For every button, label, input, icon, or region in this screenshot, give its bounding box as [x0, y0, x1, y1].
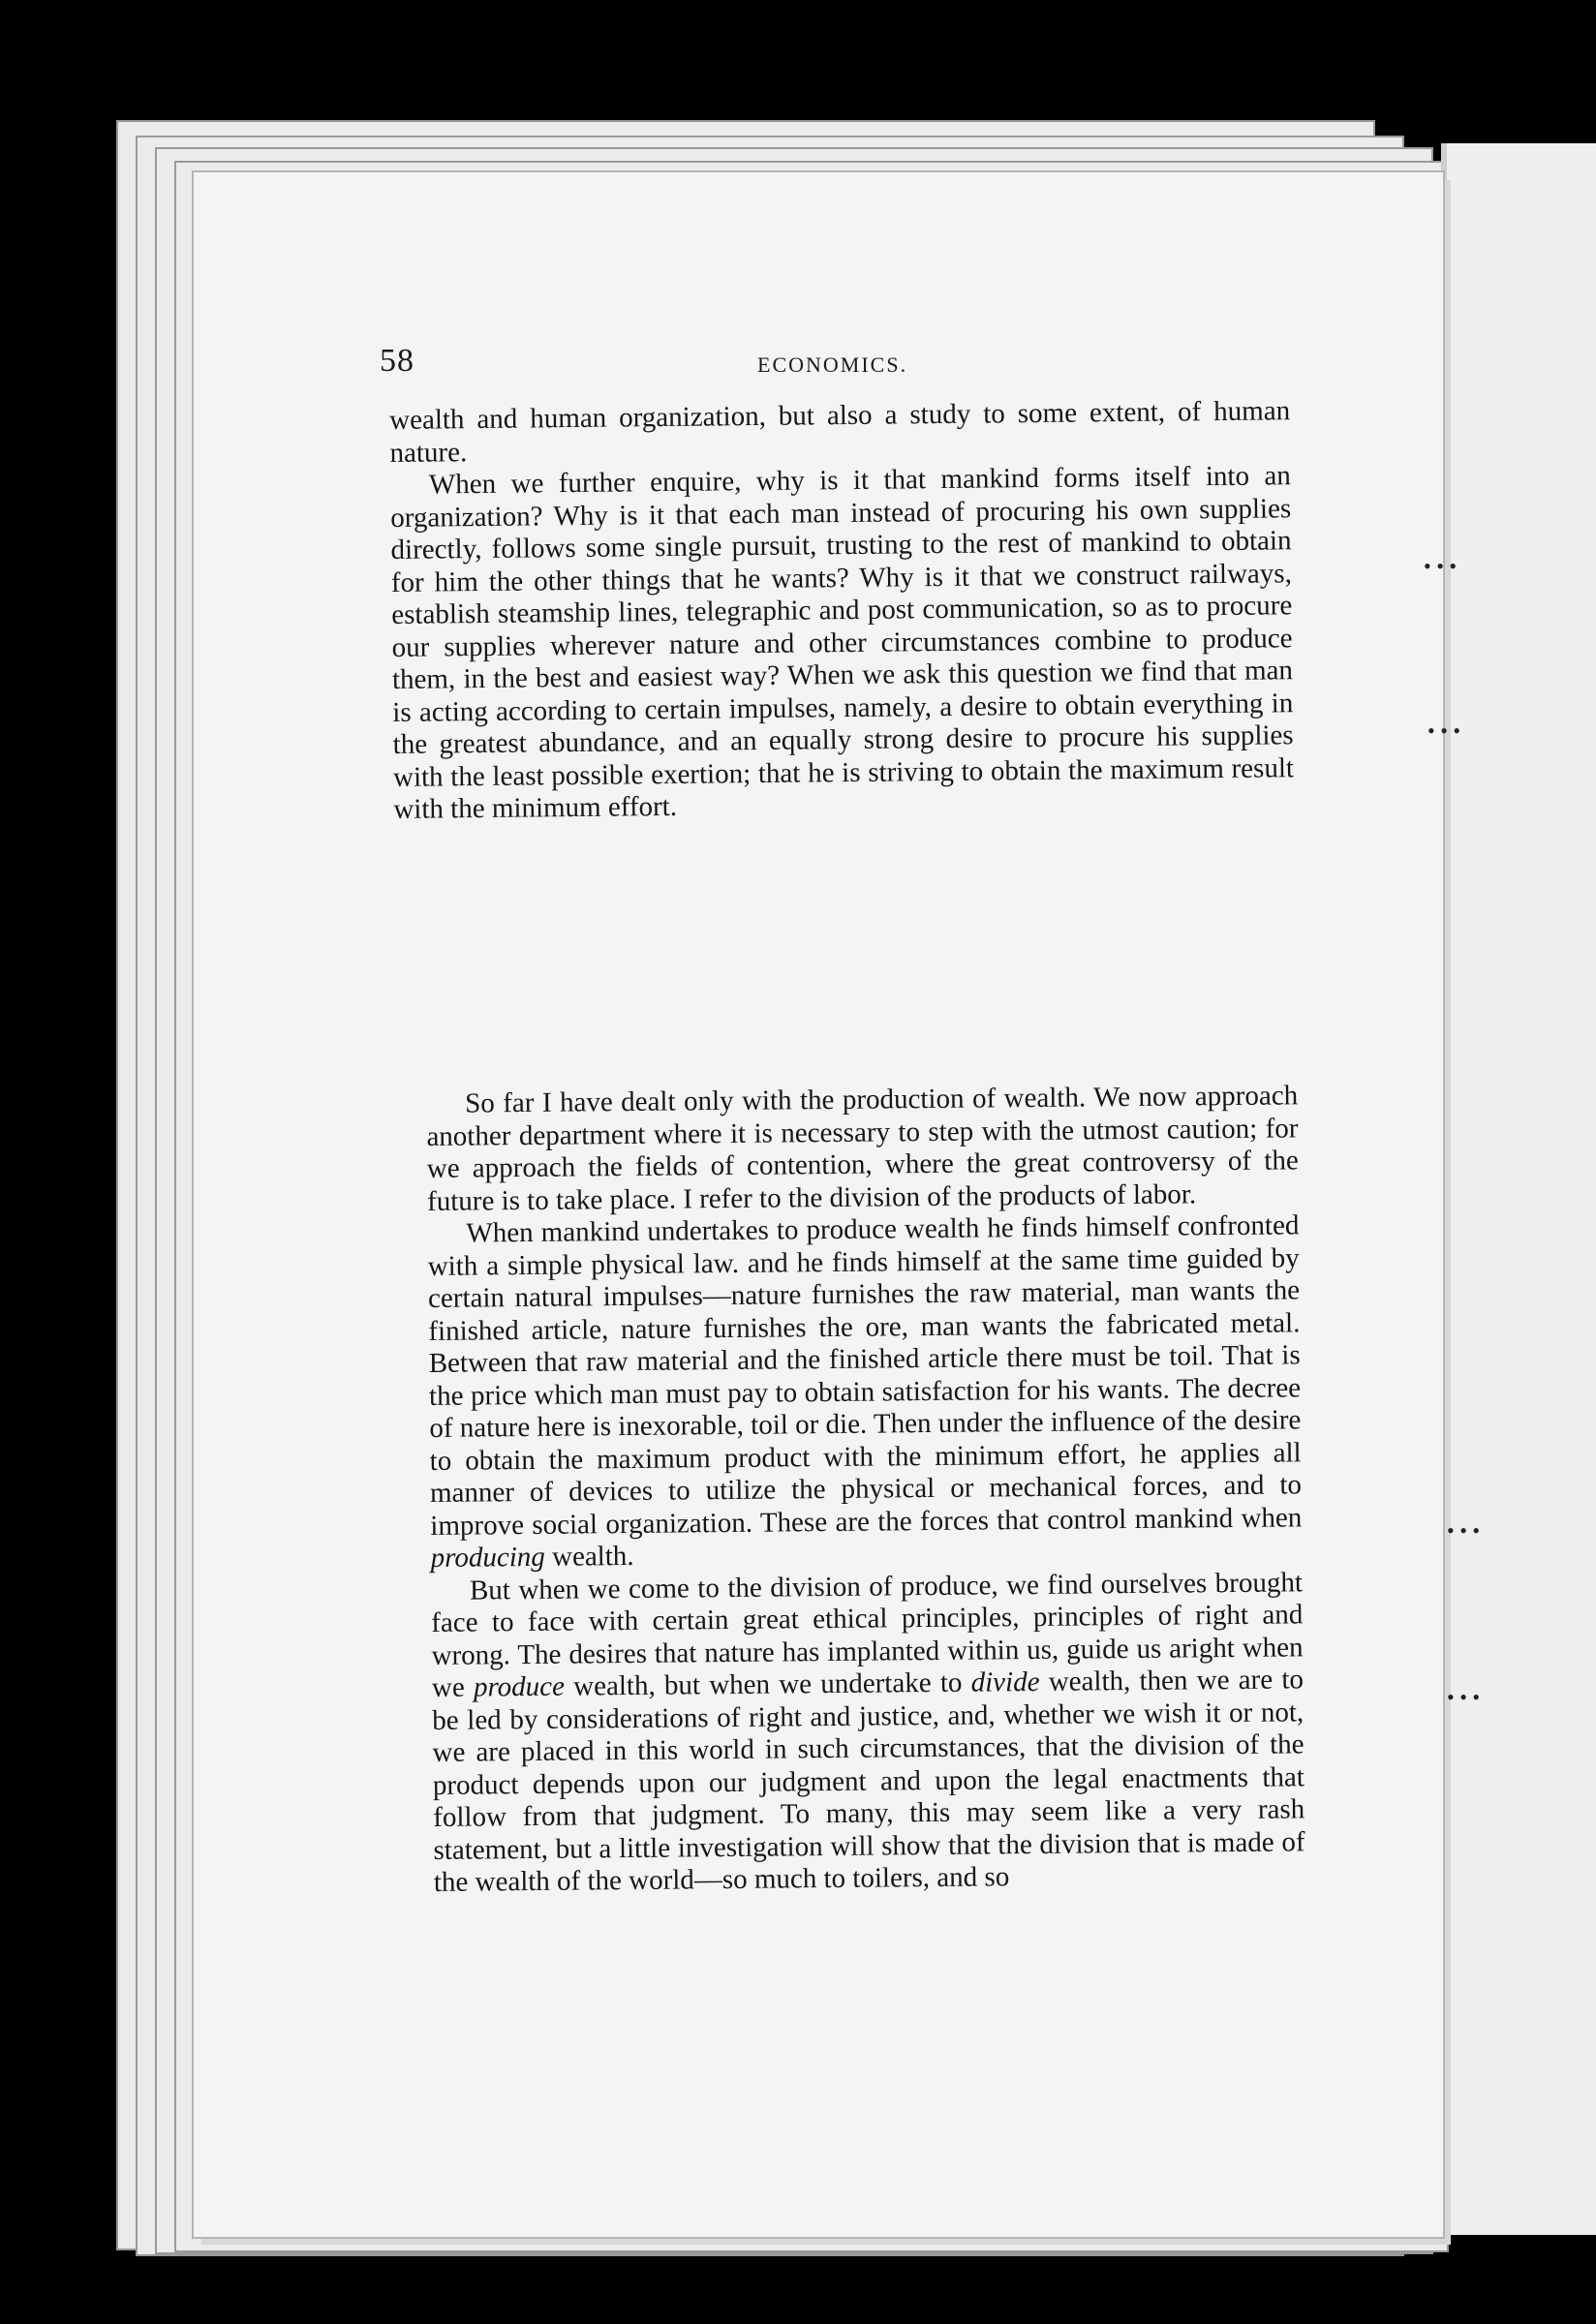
text-run: But when we come to the division of produce, we find ourselves brought face to face with certain great ethical principles, principles of right and wrong. The desires that nature has implanted within us, guide us aright when we: [431, 1566, 1304, 1703]
text-run: wealth, then we are to be led by considerations of right and justice, and, whether we wish it or not, we are placed in this world in such circumstances, that the division of the product depends upon our judgment and upon the legal enactments that follow from that judgment. To many, this may seem like a very rash statement, but a little investigation will show that the division that is made of the wealth of the world—so much to toilers, and so: [432, 1664, 1305, 1898]
italic-run: producing: [430, 1541, 545, 1574]
text-section-1: [389, 395, 1295, 826]
running-header: [380, 343, 1315, 387]
italic-run: divide: [970, 1666, 1040, 1698]
italic-run: produce: [473, 1670, 566, 1703]
paragraph: wealth and human organization, but also a study to some extent, of human nature.: [389, 395, 1291, 469]
text-run: wealth, but when we undertake to: [573, 1667, 963, 1702]
text-run: wealth.: [551, 1540, 634, 1573]
paragraph: [427, 1209, 1302, 1575]
paragraph: When we further enquire, why is it that mankind forms itself into an organization? Why is it that each man instead of procuring his own supplies directly, follows some single pursuit, trusting to the rest of mankind to obtain for him the other things that he wants? Why is it that we construct railways, establish steamship lines, telegraphic and post communication, so as to procure our supplies wherever nature and other circumstances combine to produce them, in the best and easiest way? When we ask this question we find that man is acting according to certain impulses, namely, a desire to obtain everything in the greatest abundance, and an equally strong desire to procure his supplies with the least possible exertion; that he is striving to obtain the maximum result with the minimum effort.: [390, 460, 1295, 825]
scanned-book-page: • • • • • • • • • • • • 58 ECONOMICS. wealth and human organization, but also a study to some extent, of human nature. When we further enquire, why is it that mankind forms itself into an organization? Why is it that each man instead of procuring his own supplies directly, follows some single pursuit, trusting to the rest of mankind to obtain for him the other things that he wants? Why is it that we construct railways, establish steamship lines, telegraphic and post communication, so as to procure our supplies wherever nature and other circumstances combine to produce them, in the best and easiest way? When we ask this question we find that man is acting according to certain impulses, namely, a desire to obtain everything in the greatest abundance, and an equally strong desire to procure his supplies with the least possible exertion; that he is striving to obtain the maximum result with the minimum effort. So far I have dealt only with the production of wealth. We now approach another department where it is necessary to step with the utmost caution; for we approach the fields of contention, where the great controversy of the future is to take place. I refer to the division of the products of labor. When mankind undertakes to produce wealth he finds himself confronted with a simple physical law. and he finds himself at the same time guided by certain natural impulses—nature furnishes the raw material, man wants the finished article, nature furnishes the ore, man wants the fabricated metal. Between that raw material and the finished article there must be toil. That is the price which man must pay to obtain satisfaction for his wants. The decree of nature here is inexorable, toil or die. Then under the influence of the desire to obtain the maximum product with the minimum effort, he applies all manner of devices to utilize the physical or mechanical forces, and to improve social organization. These are the forces that control mankind when producing wealth. But when we come to the division of produce, we find ourselves brought face to face with certain great ethical principles, principles of right and wrong. The desires that nature has implanted within us, guide us aright when we produce wealth, but when we undertake to divide wealth, then we are to be led by considerations of right and justice, and, whether we wish it or not, we are placed in this world in such circumstances, that the division of the product depends upon our judgment and upon the legal enactments that follow from that judgment. To many, this may seem like a very rash statement, but a little investigation will show that the division that is made of the wealth of the world—so much to toilers, and so: [0, 0, 1596, 2324]
page-number: 58: [380, 343, 414, 379]
text-section-2: [426, 1080, 1305, 1899]
facing-page-edge: [1441, 143, 1596, 2235]
text-run: When mankind undertakes to produce wealth he finds himself confronted with a simple physical law. and he finds himself at the same time guided by certain natural impulses—nature furnishes the raw material, man wants the finished article, nature furnishes the ore, man wants the fabricated metal. Between that raw material and the finished article there must be toil. That is the price which man must pay to obtain satisfaction for his wants. The decree of nature here is inexorable, toil or die. Then under the influence of the desire to obtain the maximum product with the minimum effort, he applies all manner of devices to utilize the physical or mechanical forces, and to improve social organization. These are the forces that control mankind when: [427, 1209, 1303, 1542]
running-head-title: ECONOMICS.: [757, 352, 908, 377]
paragraph: [431, 1567, 1305, 1900]
paragraph: So far I have dealt only with the production of wealth. We now approach another department where it is necessary to step with the utmost caution; for we approach the fields of contention, where the great controversy of the future is to take place. I refer to the division of the products of labor.: [426, 1080, 1299, 1217]
